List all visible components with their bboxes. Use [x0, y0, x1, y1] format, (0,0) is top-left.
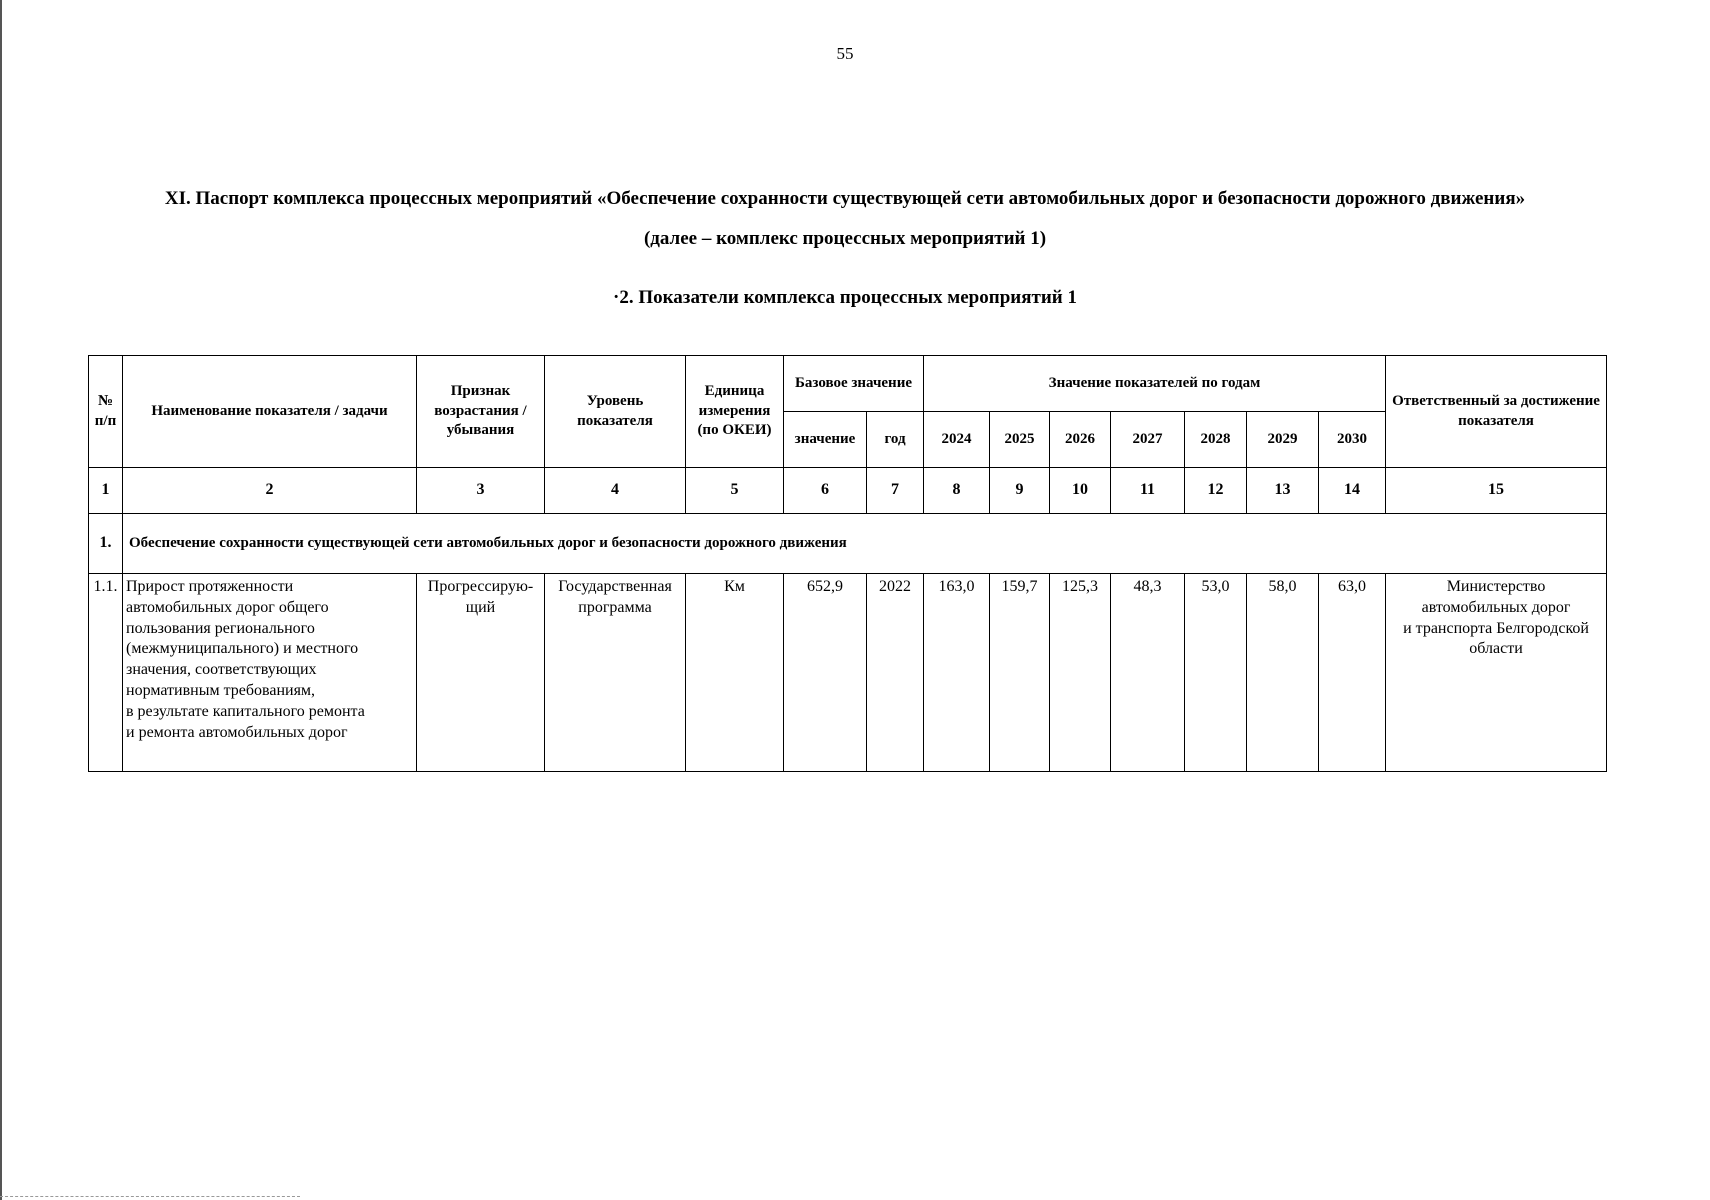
column-number: 15: [1386, 468, 1607, 514]
row-value-2028: 53,0: [1185, 574, 1247, 772]
column-number: 14: [1319, 468, 1386, 514]
row-base-value: 652,9: [784, 574, 867, 772]
column-number: 11: [1111, 468, 1185, 514]
section-num: 1.: [89, 514, 123, 574]
responsible-line: области: [1469, 640, 1523, 658]
name-line: автомобильных дорог общего: [126, 598, 329, 616]
header-responsible: Ответственный за достижение показателя: [1386, 356, 1607, 468]
row-unit: Км: [686, 574, 784, 772]
responsible-line: и транспорта Белгородской: [1403, 619, 1589, 637]
header-year: 2024: [924, 412, 990, 468]
responsible-line: автомобильных дорог: [1421, 598, 1571, 616]
column-number: 4: [545, 468, 686, 514]
column-number: 12: [1185, 468, 1247, 514]
row-value-2027: 48,3: [1111, 574, 1185, 772]
column-number: 9: [990, 468, 1050, 514]
name-line: Прирост протяженности: [126, 578, 294, 595]
header-year: 2025: [990, 412, 1050, 468]
document-subtitle: (далее – комплекс процессных мероприятий 1): [643, 228, 1047, 249]
header-year: 2030: [1319, 412, 1386, 468]
column-number: 3: [417, 468, 545, 514]
responsible-line: Министерство: [1446, 578, 1546, 595]
column-number: 7: [867, 468, 924, 514]
column-number: 13: [1247, 468, 1319, 514]
row-value-2025: 159,7: [990, 574, 1050, 772]
header-level: Уровень показателя: [545, 356, 686, 468]
section-heading: ·2. Показатели комплекса процессных мероприятий 1: [613, 287, 1077, 308]
header-years-group: Значение показателей по годам: [924, 356, 1386, 412]
name-line: и ремонта автомобильных дорог: [126, 723, 348, 741]
header-name: Наименование показателя / задачи: [123, 356, 417, 468]
row-value-2024: 163,0: [924, 574, 990, 772]
name-line: значения, соответствующих: [126, 661, 317, 679]
column-number: 5: [686, 468, 784, 514]
column-number: 8: [924, 468, 990, 514]
header-num: № п/п: [89, 356, 123, 468]
header-base: Базовое значение: [784, 356, 924, 412]
table-row: [89, 574, 1607, 772]
name-line: нормативным требованиям,: [126, 681, 316, 699]
header-row-1: [89, 356, 1607, 412]
header-unit: Единица измерения (по ОКЕИ): [686, 356, 784, 468]
header-year: 2027: [1111, 412, 1185, 468]
header-year: 2029: [1247, 412, 1319, 468]
section-title: Обеспечение сохранности существующей сети автомобильных дорог и безопасности дорожного движения: [123, 514, 1607, 574]
row-base-year: 2022: [867, 574, 924, 772]
indicators-table: [88, 355, 1607, 772]
header-year: 2026: [1050, 412, 1111, 468]
column-number: 10: [1050, 468, 1111, 514]
scan-left-edge: [0, 0, 2, 1200]
name-line: в результате капитального ремонта: [126, 702, 365, 720]
row-value-2029: 58,0: [1247, 574, 1319, 772]
header-year: 2028: [1185, 412, 1247, 468]
header-base-value: значение: [784, 412, 867, 468]
row-value-2030: 63,0: [1319, 574, 1386, 772]
column-number: 2: [123, 468, 417, 514]
row-sign: Прогрессирую-щий: [417, 574, 545, 772]
header-base-year: год: [867, 412, 924, 468]
name-line: (межмуниципального) и местного: [126, 640, 359, 658]
scan-bottom-edge: [0, 1196, 300, 1198]
header-sign: Признак возрастания / убывания: [417, 356, 545, 468]
section-row: [89, 514, 1607, 574]
name-line: пользования регионального: [126, 619, 315, 637]
document-title: XI. Паспорт комплекса процессных мероприятий «Обеспечение сохранности существующей сети автомобильных дорог и безопасности дорожного движения»: [164, 188, 1526, 209]
column-number: 6: [784, 468, 867, 514]
page-number: 55: [836, 44, 854, 63]
column-number: 1: [89, 468, 123, 514]
row-num: 1.1.: [89, 574, 123, 772]
row-value-2026: 125,3: [1050, 574, 1111, 772]
row-level: Государственная программа: [545, 574, 686, 772]
row-indicator-name: [123, 574, 417, 772]
column-numbers-row: [89, 468, 1607, 514]
row-responsible: [1386, 574, 1607, 772]
